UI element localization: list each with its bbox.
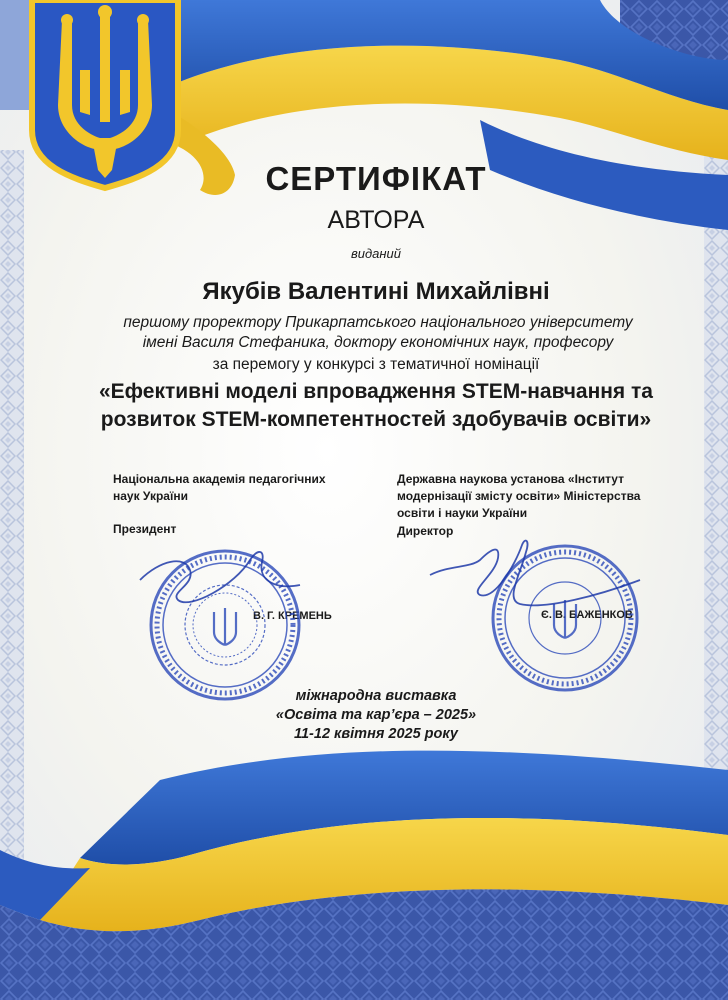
left-signatory-role: Президент — [113, 522, 177, 536]
competition-line: за перемогу у конкурсі з тематичної номінації — [212, 356, 540, 373]
right-org-line-2: модернізації змісту освіти» Міністерства — [397, 489, 641, 503]
left-organization — [113, 471, 353, 505]
right-org-line-3: освіти і науки України — [397, 506, 528, 520]
event-line-1: міжнародна виставка — [295, 688, 457, 704]
right-organization — [397, 471, 687, 522]
recipient-name: Якубів Валентині Михайлівні — [202, 278, 550, 305]
top-left-blue-corner — [0, 0, 30, 110]
left-org-line-1: Національна академія педагогічних — [113, 472, 326, 486]
right-signatory-name: Є. В. БАЖЕНКОВ — [541, 609, 633, 621]
recipient-position-line-1: першому проректору Прикарпатського національного університету — [123, 314, 633, 331]
left-org-line-2: наук України — [113, 489, 188, 503]
event-line-3: 11-12 квітня 2025 року — [294, 726, 458, 742]
recipient-position-line-2: імені Василя Стефаника, доктору економічних наук, професору — [142, 334, 614, 351]
right-org-line-1: Державна наукова установа «Інститут — [397, 472, 624, 486]
event-line-2: «Освіта та кар’єра – 2025» — [275, 707, 477, 723]
issued-label: виданий — [350, 246, 402, 261]
nomination-line-2: розвиток STEM-компетентностей здобувачів освіти» — [100, 408, 652, 431]
left-ornament-border — [0, 150, 24, 910]
nomination-line-1: «Ефективні моделі впровадження STEM-навчання та — [99, 380, 653, 403]
certificate-title: СЕРТИФІКАТ — [265, 160, 487, 197]
certificate-subtitle: АВТОРА — [327, 206, 425, 234]
right-signatory-role: Директор — [397, 524, 454, 538]
left-signatory-name: В. Г. КРЕМЕНЬ — [253, 610, 332, 622]
